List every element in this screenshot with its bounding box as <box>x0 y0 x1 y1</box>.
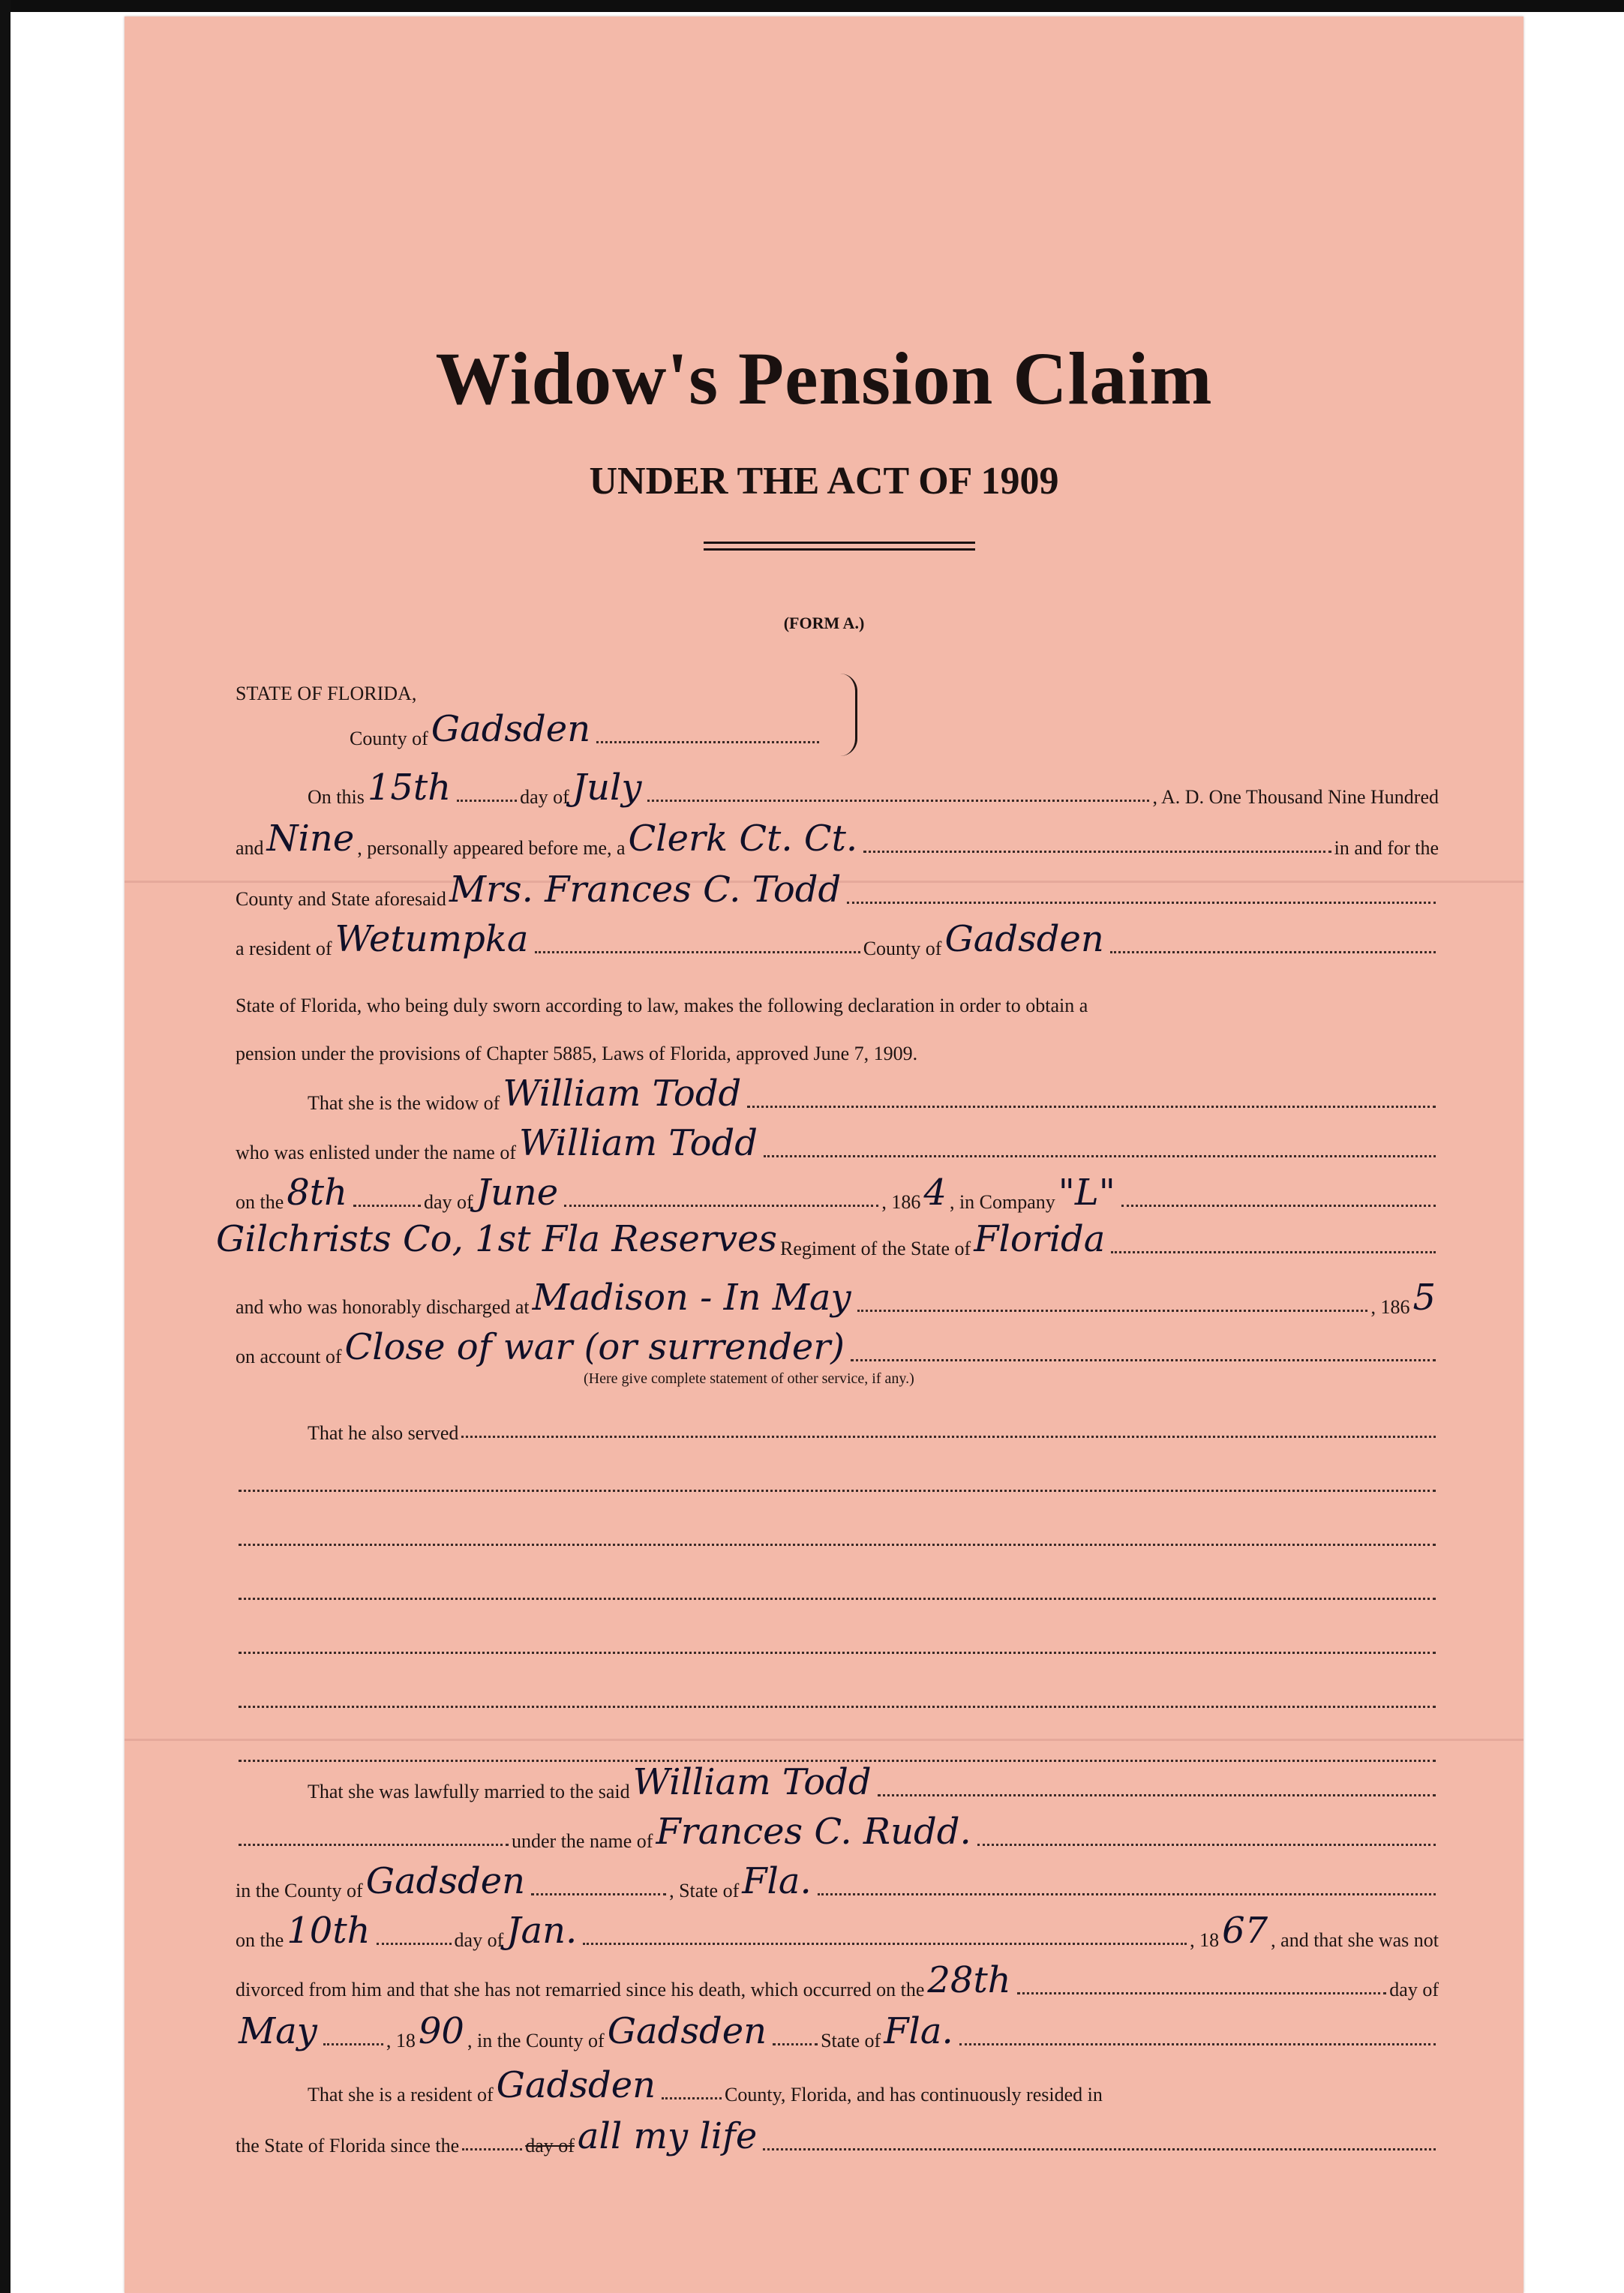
also-served-line: That he also served <box>236 1410 1439 1445</box>
since-line: the State of Florida since the day of all my life <box>236 2123 1439 2157</box>
married-day-field: 10th <box>287 1910 371 1952</box>
form-title: Widow's Pension Claim <box>435 337 1213 420</box>
county-label: County of <box>350 728 428 749</box>
scan-top-edge <box>0 0 1624 12</box>
county-brace <box>840 674 857 756</box>
enlist-month-field: June <box>476 1172 559 1214</box>
claimant-field: Mrs. Frances C. Todd <box>449 869 842 911</box>
day-field: 15th <box>367 767 452 809</box>
claimant-line: County and State aforesaid Mrs. Frances C. Todd <box>236 876 1439 911</box>
death-line: May , 18 90 , in the County of Gadsden State of Fla. <box>236 2018 1439 2052</box>
married-county-field: Gadsden <box>365 1860 526 1902</box>
discharge-field: Madison - In May <box>532 1277 851 1319</box>
regiment-field: Gilchrists Co, 1st Fla Reserves <box>216 1218 778 1260</box>
death-day-field: 28th <box>927 1959 1011 2001</box>
account-field: Close of war (or surrender) <box>344 1326 845 1368</box>
blank-line <box>236 1518 1439 1553</box>
death-county-field: Gadsden <box>607 2010 767 2052</box>
county-line <box>350 708 822 750</box>
account-line: on account of Close of war (or surrender) <box>236 1334 1439 1368</box>
widow-line: That she is the widow of William Todd <box>236 1080 1439 1115</box>
state-heading: STATE OF FLORIDA, <box>236 683 417 704</box>
enlist-day-field: 8th <box>287 1172 348 1214</box>
county-value: Gadsden <box>431 708 591 750</box>
date-line: On this 15th day of July , A. D. One Thousand Nine Hundred <box>308 767 1439 809</box>
maiden-name-line: under the name of Frances C. Rudd. <box>236 1818 1439 1853</box>
discharge-line: and who was honorably discharged at Madison - In May , 186 5 <box>236 1277 1436 1319</box>
discharge-year-field: 5 <box>1412 1277 1436 1319</box>
resident-line: That she is a resident of Gadsden County, Florida, and has continuously resided in <box>308 2064 1103 2106</box>
residence-line: a resident of Wetumpka County of Gadsden <box>236 926 1439 960</box>
title-rule <box>704 548 975 551</box>
married-state-field: Fla. <box>742 1860 812 1902</box>
blank-line <box>236 1680 1439 1715</box>
married-place-line: in the County of Gadsden , State of Fla. <box>236 1868 1439 1902</box>
death-year-field: 90 <box>418 2010 464 2052</box>
scan-left-edge <box>0 0 11 2293</box>
year-field: Nine <box>266 818 355 860</box>
company-field: "L" <box>1058 1172 1115 1214</box>
divorce-line: divorced from him and that she has not remarried since his death, which occurred on the 28th day of <box>236 1959 1439 2001</box>
married-line: That she was lawfully married to the said William Todd <box>236 1769 1439 1803</box>
enlisted-name-field: William Todd <box>519 1122 758 1164</box>
enlist-year-field: 4 <box>923 1172 947 1214</box>
married-husband-field: William Todd <box>632 1761 872 1803</box>
blank-line <box>236 1464 1439 1499</box>
husband-field: William Todd <box>503 1073 742 1115</box>
state-heading-line <box>236 671 836 705</box>
death-state-field: Fla. <box>884 2010 953 2052</box>
declaration-line-2: pension under the provisions of Chapter 5885, Laws of Florida, approved June 7, 1909. <box>236 1043 918 1064</box>
enlisted-line: who was enlisted under the name of William Todd <box>236 1130 1439 1164</box>
married-year-field: 67 <box>1222 1910 1268 1952</box>
other-service-note: (Here give complete statement of other service, if any.) <box>584 1370 914 1387</box>
married-date-line: on the 10th day of Jan. , 18 67 , and that she was not <box>236 1910 1439 1952</box>
month-field: July <box>572 767 642 809</box>
regiment-line: Gilchrists Co, 1st Fla Reserves Regiment of the State of Florida <box>213 1226 1439 1260</box>
title-rule <box>704 542 975 544</box>
death-month-field: May <box>239 2010 317 2052</box>
residence-field: Wetumpka <box>335 918 529 960</box>
form-subtitle: UNDER THE ACT OF 1909 <box>589 460 1059 503</box>
married-month-field: Jan. <box>506 1910 578 1952</box>
regiment-state-field: Florida <box>974 1218 1106 1260</box>
since-field: all my life <box>577 2115 758 2157</box>
pension-claim-form <box>125 17 1523 2293</box>
officer-field: Clerk Ct. Ct. <box>628 818 858 860</box>
blank-line <box>236 1626 1439 1661</box>
appeared-line: and Nine , personally appeared before me, a Clerk Ct. Ct. in and for the <box>236 818 1439 860</box>
blank-line <box>236 1572 1439 1607</box>
resident-county-field: Gadsden <box>496 2064 656 2106</box>
enlistment-date-line: on the 8th day of June , 186 4 , in Company "L" <box>236 1179 1439 1214</box>
declaration-line-1: State of Florida, who being duly sworn according to law, makes the following declaration in order to obtain a <box>236 995 1088 1016</box>
residence-county-field: Gadsden <box>944 918 1104 960</box>
form-label: (FORM A.) <box>783 614 865 632</box>
maiden-name-field: Frances C. Rudd. <box>656 1811 971 1853</box>
